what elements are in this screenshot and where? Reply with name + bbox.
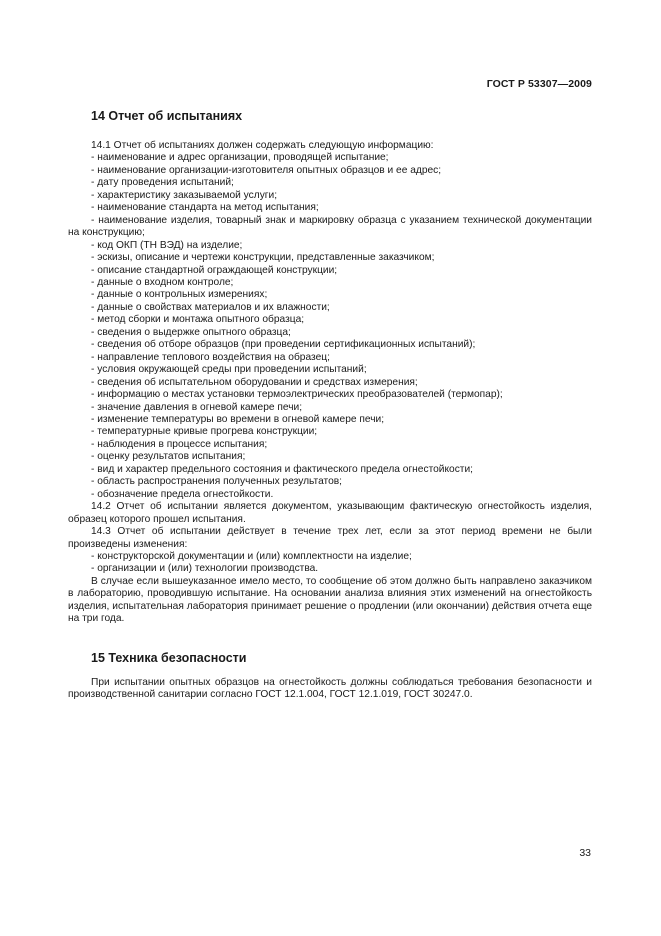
paragraph-extension: В случае если вышеуказанное имело место, то сообщение об этом должно быть направлено заказчиком в лабораторию, проводившую испытание. На основании анализа влияния этих изменений на огнестойкость изделия, испытательная лаборатория принимает решение о продлении (или окончании) действия отчета еще на три года. (68, 575, 592, 625)
list-item: - наименование изделия, товарный знак и маркировку образца с указанием технической документации на конструкцию; (68, 214, 592, 239)
list-item: - эскизы, описание и чертежи конструкции, представленные заказчиком; (91, 252, 435, 264)
list-item: - наименование организации-изготовителя опытных образцов и ее адрес; (91, 164, 442, 176)
document-code: ГОСТ Р 53307—2009 (486, 78, 592, 90)
paragraph-safety: При испытании опытных образцов на огнестойкость должны соблюдаться требования безопасности и производственной санитарии согласно ГОСТ 12.1.004, ГОСТ 12.1.019, ГОСТ 30247.0. (68, 677, 592, 701)
list-item: - сведения об отборе образцов (при проведении сертификационных испытаний); (91, 339, 476, 351)
section-title: 15 Техника безопасности (91, 651, 247, 665)
list-item: - наименование стандарта на метод испытания; (91, 202, 319, 214)
list-item: - условия окружающей среды при проведении испытаний; (91, 364, 367, 376)
list-item: - сведения о выдержке опытного образца; (91, 326, 291, 338)
list-item: - описание стандартной ограждающей конструкции; (91, 264, 338, 276)
list-item: - конструкторской документации и (или) комплектности на изделие; (91, 550, 412, 562)
list-item: - оценку результатов испытания; (91, 451, 246, 463)
report-contents-list (68, 152, 592, 501)
list-item: - данные о контрольных измерениях; (91, 289, 268, 301)
page-number: 33 (579, 847, 591, 859)
list-item: - характеристику заказываемой услуги; (91, 189, 278, 201)
section-title: 14 Отчет об испытаниях (91, 109, 243, 123)
list-item: - значение давления в огневой камере печи; (91, 401, 303, 413)
list-item: - сведения об испытательном оборудовании и средствах измерения; (91, 376, 418, 388)
paragraph-14-2: 14.2 Отчет об испытании является документом, указывающим фактическую огнестойкость изделия, образец которого прошел испытания. (68, 501, 592, 525)
list-item: - данные о свойствах материалов и их влажности; (91, 301, 330, 313)
list-item: - область распространения полученных результатов; (91, 476, 343, 488)
section-14 (68, 108, 592, 626)
list-item: - организации и (или) технологии производства. (91, 563, 319, 575)
section-15 (68, 650, 592, 702)
list-item: - дату проведения испытаний; (91, 177, 234, 189)
list-item: - информацию о местах установки термоэлектрических преобразователей (термопар); (91, 389, 503, 401)
list-item: - обозначение предела огнестойкости. (91, 488, 274, 500)
list-item: - изменение температуры во времени в огневой камере печи; (91, 413, 385, 425)
list-item: - данные о входном контроле; (91, 276, 234, 288)
list-item: - метод сборки и монтажа опытного образца; (91, 314, 305, 326)
list-item: - код ОКП (ТН ВЭД) на изделие; (91, 239, 243, 251)
paragraph-14-1: 14.1 Отчет об испытаниях должен содержать следующую информацию: (91, 140, 434, 151)
list-item: - вид и характер предельного состояния и фактического предела огнестойкости; (91, 463, 473, 475)
changes-list (68, 551, 592, 576)
list-item: - наблюдения в процессе испытания; (91, 438, 268, 450)
list-item: - наименование и адрес организации, проводящей испытание; (91, 152, 389, 164)
paragraph-14-3: 14.3 Отчет об испытании действует в течение трех лет, если за этот период времени не были произведены изменения: (68, 526, 592, 550)
list-item: - температурные кривые прогрева конструкции; (91, 426, 318, 438)
list-item: - направление теплового воздействия на образец; (91, 351, 330, 363)
